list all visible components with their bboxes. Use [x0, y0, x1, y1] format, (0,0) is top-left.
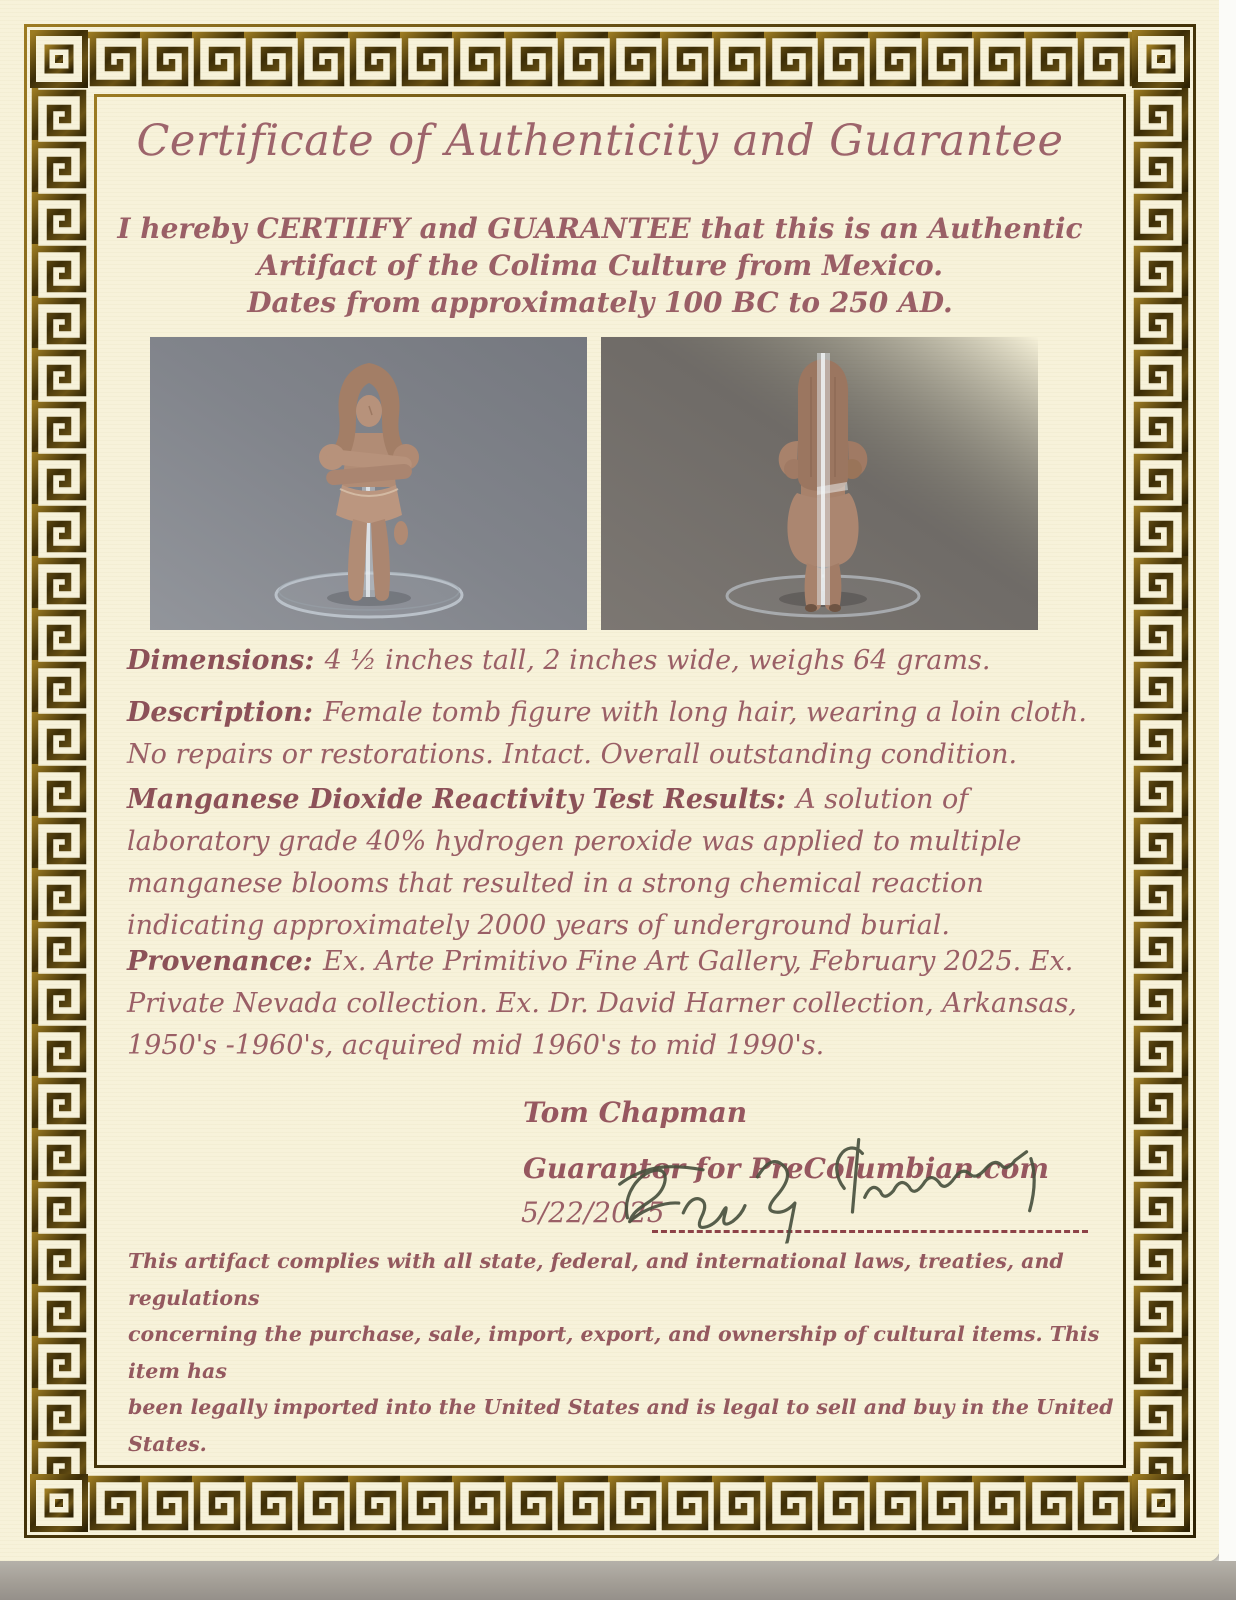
artifact-photo-front [150, 337, 588, 630]
dimensions-section [127, 640, 1107, 682]
statement-line: Artifact of the Colima Culture from Mexico. [257, 249, 943, 282]
certificate-title: Certificate of Authenticity and Guarantee [136, 116, 1064, 166]
section-label: Manganese Dioxide Reactivity Test Results: [127, 784, 786, 815]
legal-line: been legally imported into the United States and is legal to sell and buy in the United States. [128, 1395, 1114, 1456]
legal-line: This artifact complies with all state, federal, and international laws, treaties, and regulations [128, 1249, 1064, 1310]
section-text: Ex. Arte Primitivo Fine Art Gallery, February 2025. Ex. Private Nevada collection. Ex. Dr. David Harner collection, Arkansas, 1950's -1960's, acquired mid 1960's to mid 1990's. [127, 946, 1077, 1061]
section-label: Description: [127, 697, 313, 728]
certification-statement [60, 210, 1140, 321]
figurine-front-graphic [150, 337, 587, 630]
figurine-back-graphic [601, 337, 1039, 630]
scanner-edge-right [1219, 0, 1236, 1600]
description-section [127, 692, 1107, 776]
section-label: Dimensions: [127, 645, 315, 676]
statement-line: I hereby CERTIIFY and GUARANTEE that this is an Authentic [117, 212, 1083, 245]
section-text: Female tomb figure with long hair, wearing a loin cloth. No repairs or restorations. Intact. Overall outstanding condition. [127, 697, 1087, 770]
section-text: 4 ½ inches tall, 2 inches wide, weighs 64 grams. [324, 645, 991, 676]
signatory-name: Tom Chapman [523, 1096, 748, 1129]
signatory-role: Guarantor for PreColumbian.com [523, 1152, 1050, 1185]
statement-line: Dates from approximately 100 BC to 250 AD. [247, 286, 953, 319]
provenance-section [127, 941, 1107, 1067]
section-label: Provenance: [127, 946, 313, 977]
section-text: A solution of laboratory grade 40% hydrogen peroxide was applied to multiple manganese blooms that resulted in a strong chemical reaction indicating approximately 2000 years of underground burial. [127, 784, 1022, 941]
signature-date: 5/22/2025 [521, 1196, 665, 1229]
artifact-photo-back [601, 337, 1039, 630]
artifact-photo-row [150, 337, 1038, 630]
scanner-edge-bottom [0, 1561, 1236, 1600]
manganese-test-section [127, 779, 1107, 947]
legal-line: concerning the purchase, sale, import, export, and ownership of cultural items. This item has [128, 1322, 1100, 1383]
legal-notice [128, 1243, 1118, 1462]
